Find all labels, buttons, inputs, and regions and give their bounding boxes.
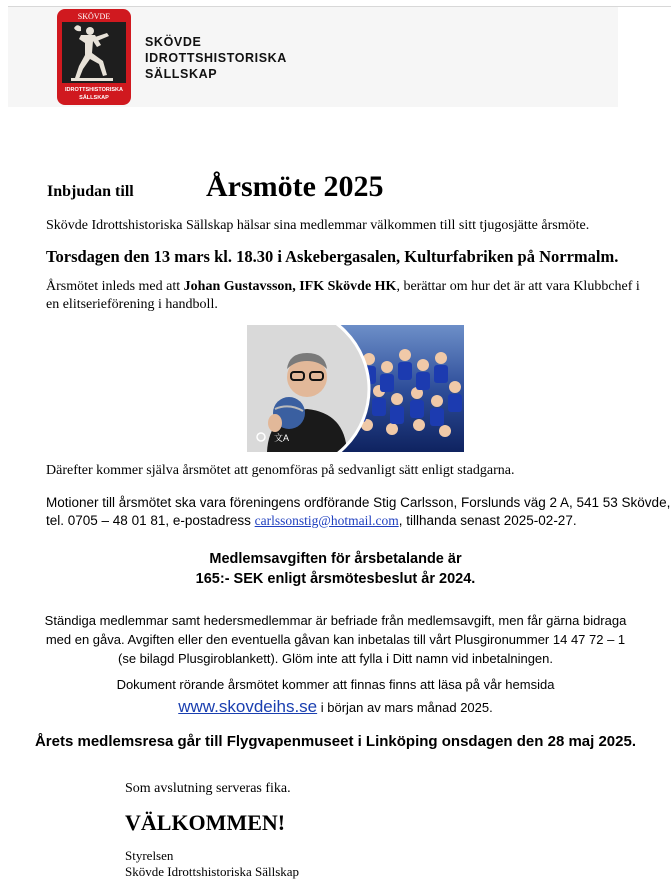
logo-text-top: SKÖVDE [77, 12, 111, 21]
website-line [0, 697, 671, 717]
signature-line-1: Styrelsen [125, 848, 174, 863]
perm-line-1: Ständiga medlemmar samt hedersmedlemmar är befriade från medlemsavgift, men får gärna bidraga [44, 613, 627, 628]
member-trip: Årets medlemsresa går till Flygvapenmuseet i Linköping onsdagen den 28 maj 2025. [34, 733, 637, 750]
welcome-heading: VÄLKOMMEN! [125, 810, 286, 835]
welcome-text: Skövde Idrottshistoriska Sällskap hälsar sina medlemmar välkommen till sitt tjugosjätte årsmöte. [46, 218, 590, 233]
agenda-text: Därefter kommer själva årsmötet att genomföras på sedvanligt sätt enligt stadgarna. [46, 463, 515, 478]
membership-fee [0, 549, 671, 589]
translate-icon: 文A [274, 433, 290, 443]
logo-text-bottom-2: SÄLLSKAP [79, 95, 109, 101]
signature-line-2: Skövde Idrottshistoriska Sällskap [125, 864, 300, 879]
motion-line-2-before: tel. 0705 – 48 01 81, e-postadress [46, 513, 255, 528]
website-link[interactable]: www.skovdeihs.se [178, 697, 318, 716]
org-line-3: SÄLLSKAP [145, 67, 218, 81]
organization-name [145, 34, 287, 82]
website-after: i början av mars månad 2025. [317, 700, 493, 715]
motion-line-2 [46, 512, 671, 530]
permanent-members-paragraph [0, 611, 671, 668]
perm-line-3: (se bilagd Plusgiroblankett). Glöm inte att fylla i Ditt namn vid inbetalningen. [118, 651, 553, 666]
fika-text: Som avslutning serveras fika. [125, 781, 291, 796]
fee-line-2: 165:- SEK enligt årsmötesbeslut år 2024. [195, 571, 476, 587]
signature [125, 848, 299, 880]
perm-line-2: med en gåva. Avgiften eller den eventuella gåvan kan inbetalas till vårt Plusgironummer 14 47 72 – 1 [45, 632, 626, 647]
intro-before: Årsmötet inleds med att [46, 279, 184, 294]
speaker-name: Johan Gustavsson, IFK Skövde HK [183, 279, 397, 294]
club-logo [57, 9, 131, 105]
logo-text-bottom-1: IDROTTSHISTORISKA [65, 87, 123, 93]
intro-after: , berättar om hur det är att vara Klubbchef i en elitserieförening i handboll. [46, 279, 640, 312]
fee-line-1: Medlemsavgiften för årsbetalande är [209, 551, 462, 567]
motion-paragraph [46, 494, 671, 530]
org-line-1: SKÖVDE [145, 35, 202, 49]
motion-line-1: Motioner till årsmötet ska vara föreningens ordförande Stig Carlsson, Forslunds väg 2 A, 541 53 Skövde, [46, 495, 671, 510]
documents-text: Dokument rörande årsmötet kommer att finnas finns att läsa på vår hemsida [116, 677, 555, 692]
invite-prefix: Inbjudan till [47, 183, 134, 200]
motion-line-2-after: , tillhanda senast 2025-02-27. [398, 513, 577, 528]
org-line-2: IDROTTSHISTORISKA [145, 51, 287, 65]
document-title: Årsmöte 2025 [206, 170, 384, 203]
speaker-photo [247, 325, 464, 452]
intro-paragraph [46, 278, 646, 314]
email-link[interactable]: carlssonstig@hotmail.com [254, 513, 399, 528]
meeting-date: Torsdagen den 13 mars kl. 18.30 i Askebergasalen, Kulturfabriken på Norrmalm. [46, 247, 619, 266]
